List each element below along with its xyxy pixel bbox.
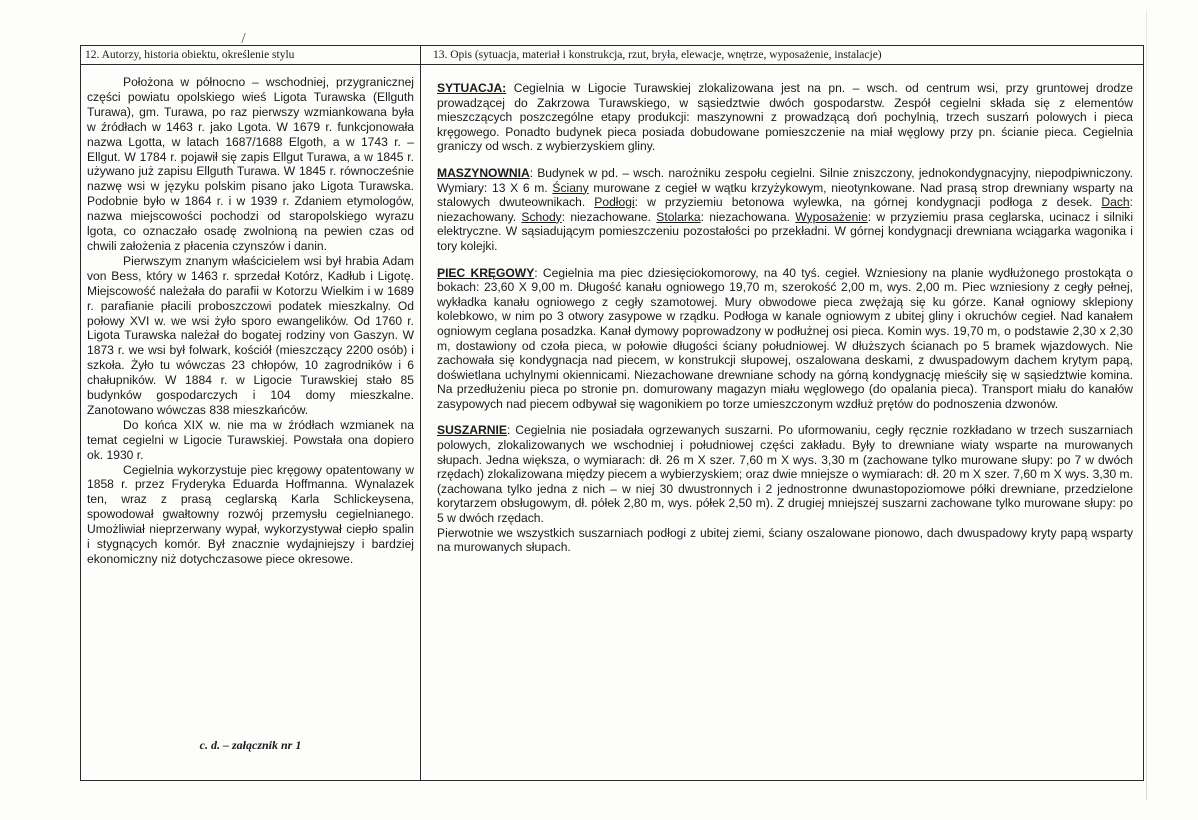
section-text: : niezachowane.: [561, 209, 657, 224]
section-maszynownia: [437, 166, 1133, 254]
form-sheet: [80, 45, 1144, 781]
description-column: [421, 46, 1143, 780]
section-label: PIEC KRĘGOWY: [437, 265, 535, 280]
section-label: SUSZARNIE: [437, 423, 507, 438]
page-edge-shadow: [1146, 10, 1147, 800]
subsection-label: Podłogi: [594, 195, 635, 210]
history-paragraph: Do końca XIX w. nie ma w źródłach wzmianek na temat cegielni w Ligocie Turawskiej. Powstała ona dopiero ok. 1930 r.: [87, 417, 414, 462]
section-text: : w przyziemiu prasa ceglarska, ucinacz i silniki elektryczne. W sąsiadującym pomieszczeniu pozostałości po przekładni. W górnej kondygnacji drewniana wciągarka wagonika i tory kolejki.: [437, 209, 1134, 253]
closing-paragraph: Pierwotnie we wszystkich suszarniach podłogi z ubitej ziemi, ściany oszalowane pionowo, dach dwuspadowy kryty papą wsparty na murowanych słupach.: [437, 525, 1133, 555]
subsection-label: Dach: [1101, 195, 1130, 210]
history-header: 12. Autorzy, historia obiektu, określenie stylu: [81, 46, 420, 65]
section-text: Cegielnia w Ligocie Turawskiej zlokalizowana jest na pn. – wsch. od centrum wsi, przy gruntowej drodze prowadzącej do Zakrzowa Turawskiego, w sąsiedztwie dwóch gospodarstw. Zespół cegielni składa się z elementów mieszczących poszczególne etapy produkcji: maszynowni z prowadzącą doń pochylnią, trzech suszarń polowych i pieca kręgowego. Ponadto budynek pieca posiada dobudowane pomieszczenie na miał węglowy przy pn. ścianie pieca. Cegielnia graniczy od wsch. z wybierzyskiem gliny.: [437, 81, 1133, 154]
description-body: [421, 65, 1143, 555]
section-text: : w przyziemiu betonowa wylewka, na górnej kondygnacji podłoga z desek.: [634, 195, 1102, 210]
subsection-label: Stolarka: [656, 209, 701, 224]
history-paragraph: Cegielnia wykorzystuje piec kręgowy opatentowany w 1858 r. przez Fryderyka Eduarda Hoffmanna. Wynalazek ten, wraz z prasą ceglarską Karla Schlickeysena, spowodował gwałtowny rozwój przemysłu cegielnianego. Umożliwiał nieprzerwany wypał, wykorzystywał ciepło spalin i stygnących komór. Był znacznie wydajniejszy i bardziej ekonomiczny niż dotychczasowe piece okresowe.: [87, 462, 414, 566]
section-text: : Cegielnia nie posiadała ogrzewanych suszarni. Po uformowaniu, cegły ręcznie rozkładano w trzech suszarniach polowych, zlokalizowanych we wschodniej i południowej części zakładu. Były to drewniane wiaty wsparte na murowanych słupach. Jedna większa, o wymiarach: dł. 26 m X szer. 7,60 m X wys. 3,30 m (zachowane tylko murowane słupy: po 7 w dwóch rzędach) zlokalizowana między piecem a wybierzyskiem; oraz dwie mniejsze o wymiarach: dł. 20 m X szer. 7,60 m X wys. 3,30 m. (zachowana tylko jedna z nich – w niej 30 dwustronnych i 2 jednostronne dwunastopoziomowe półki drewniane, przedzielone korytarzem obsługowym, dł. półek 2,80 m, wys. półek 2,50 m). Z drugiej mniejszej suszarni zachowane tylko murowane słupy: po 5 w dwóch rzędach.: [437, 423, 1133, 526]
section-label: SYTUACJA:: [437, 81, 507, 95]
history-body: [81, 65, 420, 567]
history-column: [81, 46, 421, 780]
history-paragraph: Pierwszym znanym właścicielem wsi był hrabia Adam von Bess, który w 1463 r. sprzedał Kotórz, Kadłub i Ligotę. Miejscowość należała do parafii w Kotorzu Wielkim i w 1689 r. parafianie płacili proboszczowi podatek mieszkalny. Od połowy XVI w. we wsi żyło sporo ewangelików. Od 1760 r. Ligota Turawska należał do bogatej rodziny von Gaszyn. W 1873 r. we wsi był folwark, kościół (mieszczący 2200 osób) i szkoła. Żyło tu wówczas 23 chłopów, 10 zagrodników i 6 chałupników. W 1884 r. w Ligocie Turawskiej stało 85 budynków gospodarczych i 104 domy mieszkalne. Zanotowano wówczas 838 mieszkańców.: [87, 253, 414, 417]
section-label: MASZYNOWNIA: [437, 165, 530, 180]
section-text: : niezachowana.: [700, 209, 796, 224]
pen-mark: [241, 33, 248, 43]
section-suszarnie: [437, 423, 1133, 525]
subsection-label: Wyposażenie: [795, 209, 868, 224]
history-paragraph: Położona w północno – wschodniej, przygranicznej części powiatu opolskiego wieś Ligota Turawska (Ellguth Turawa), gm. Turawa, po raz pierwszy wzmiankowana była w źródłach w 1463 r. jako Lgota. W 1679 r. funkcjonowała nazwa Lgotta, w latach 1687/1688 Elgoth, a w 1743 r. – Ellgut. W 1784 r. pojawił się zapis Ellgut Turawa, a w 1845 r. używano już zapisu Ellguth Turawa. W 1845 r. równocześnie nazwę wsi w języku polskim pisano jako Ligota Turawska. Podobnie było w 1864 r. i w 1939 r. Zdaniem etymologów, nazwa miejscowości pochodzi od staropolskiego wyrazu lgota, co oznaczało osadę zwolnioną na pewien czas od chwili założenia z płacenia czynszów i danin.: [87, 75, 414, 253]
section-text: : Budynek w pd. – wsch. narożniku zespołu cegielni. Silnie zniszczony, jednokondygnacyjny, niepodpiwniczony. Wymiary: 13 X 6 m.: [437, 165, 1133, 195]
subsection-label: Ściany: [552, 180, 589, 195]
section-sytuacja: [437, 81, 1133, 154]
section-text: : Cegielnia ma piec dziesięciokomorowy, na 40 tyś. cegieł. Wzniesiony na planie wydłużonego prostokąta o bokach: 23,60 X 9,00 m. Długość kanału ogniowego 19,70 m, szerokość 2,00 m, wys. 2,00 m. Piec wzniesiony z cegły pełnej, wykładka kanału ogniowego z cegły szamotowej. Mury obwodowe pieca zwężają się ku górze. Kanał ogniowy sklepiony kolebkowo, w nim po 3 otwory zasypowe w rządku. Podłoga w kanale ogniowym z ubitej gliny i okruchów cegieł. Nad kanałem ogniowym ceglana posadzka. Kanał dymowy poprowadzony w podłużnej osi pieca. Komin wys. 19,70 m, o podstawie 2,30 x 2,30 m, dostawiony od czoła pieca, w połowie długości ściany południowej. W dłuższych ścianach po 5 bramek wjazdowych. Nie zachowała się kondygnacja nad piecem, w konstrukcji słupowej, oszalowana deskami, z dwuspadowym dachem krytym papą, doświetlana uchylnymi okiennicami. Niezachowane drewniane schody na górną kondygnację mieściły się w sąsiedztwie komina. Na przedłużeniu pieca po stronie pn. domurowany magazyn miału węglowego (do opalania pieca). Transport miału do kanałów zasypowych nad piecem odbywał się wagonikiem po torze umieszczonym wzdłuż prętów do podnoszenia dzwonów.: [437, 265, 1133, 411]
section-piec-kregowy: [437, 266, 1133, 412]
section-text: murowane z cegieł w wątku krzyżykowym, nieotynkowane. Nad prasą strop drewniany wsparty na stalowych dwuteownikach.: [437, 180, 1133, 210]
description-header: 13. Opis (sytuacja, materiał i konstrukcja, rzut, bryła, elewacje, wnętrze, wyposażenie, instalacje): [421, 46, 1143, 65]
subsection-label: Schody: [521, 209, 562, 224]
section-text: : niezachowany.: [437, 195, 1133, 224]
continuation-note: c. d. – załącznik nr 1: [199, 738, 302, 752]
